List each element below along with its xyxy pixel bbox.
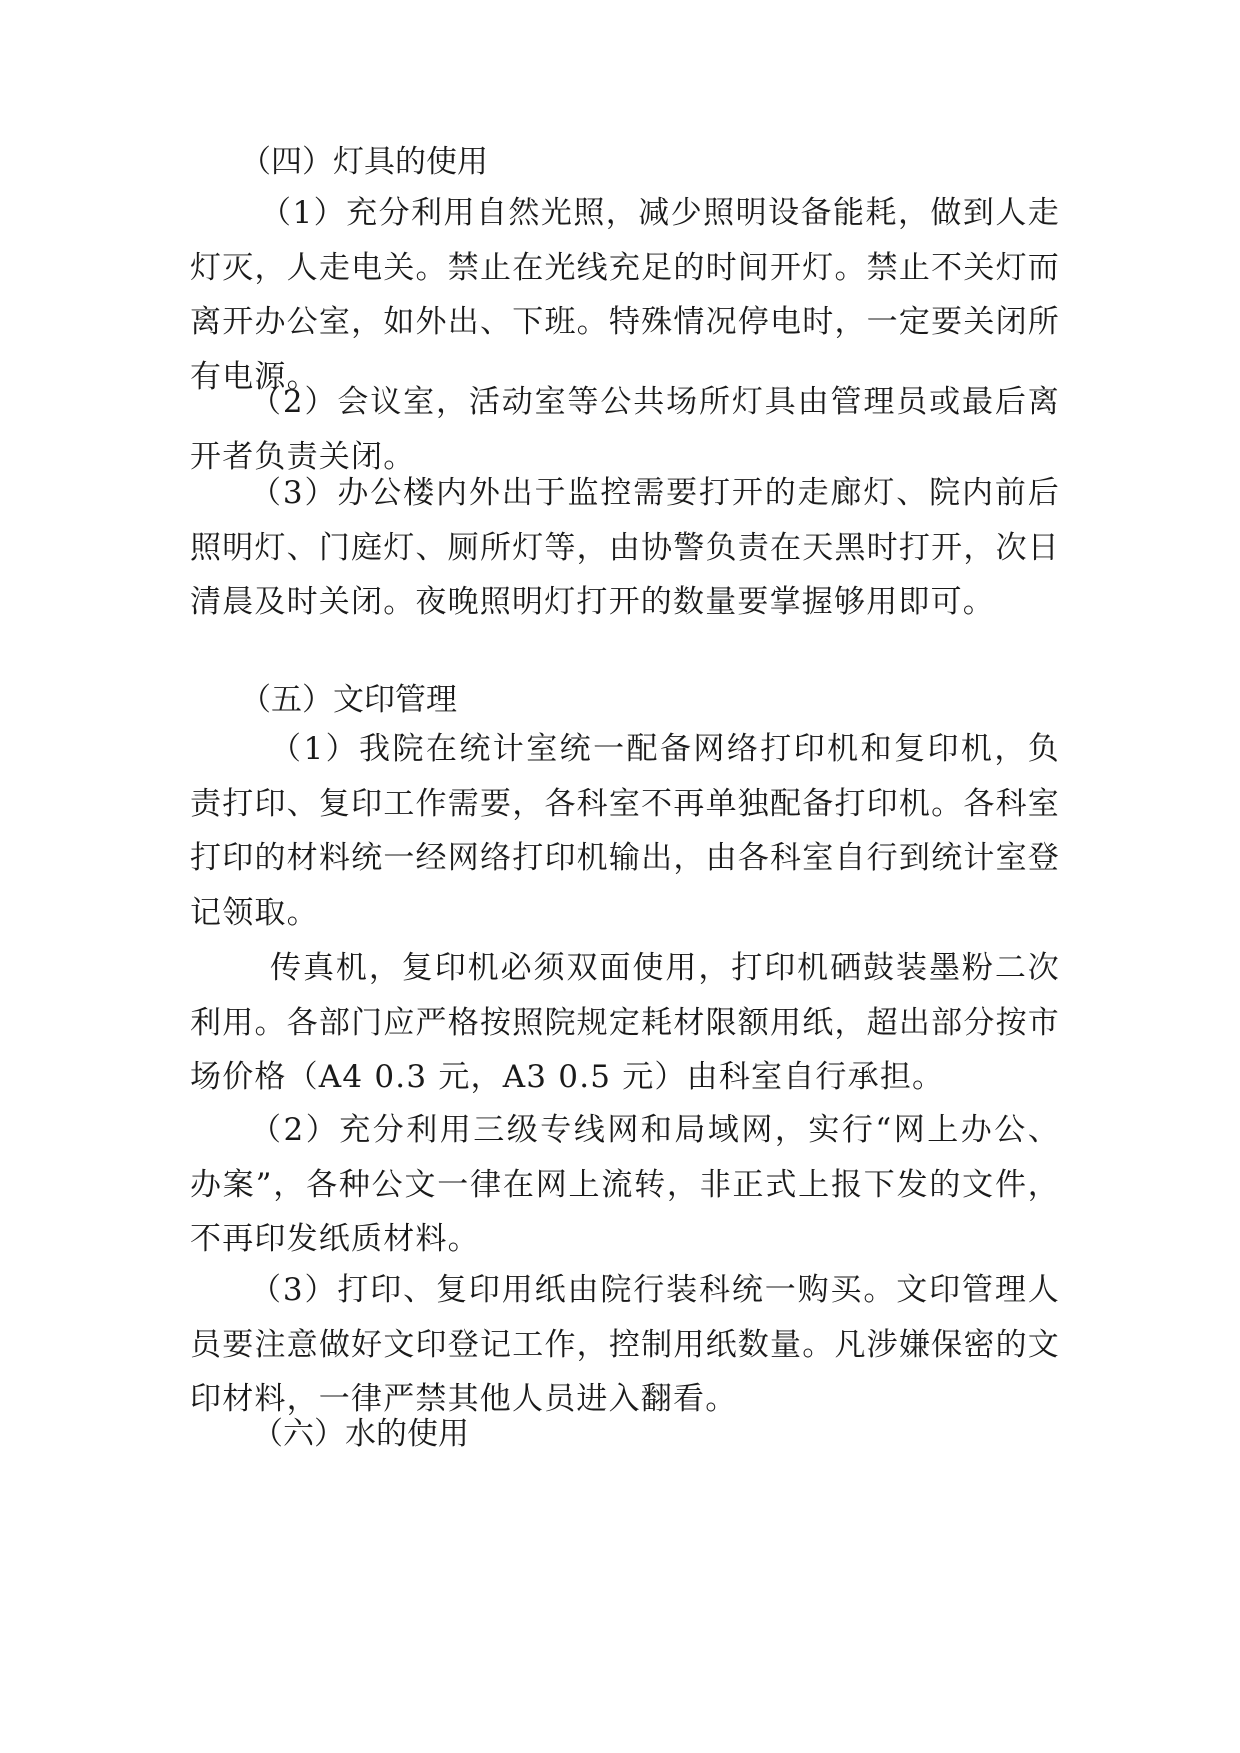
paragraph-printing-1: （1）我院在统计室统一配备网络打印机和复印机，负责打印、复印工作需要，各科室不再单独配备打印机。各科室打印的材料统一经网络打印机输出，由各科室自行到统计室登记领取。 xyxy=(190,731,1060,931)
section-heading-lighting: （四）灯具的使用 xyxy=(240,144,488,180)
paragraph-lighting-1: （1）充分利用自然光照，减少照明设备能耗，做到人走灯灭，人走电关。禁止在光线充足的时间开灯。禁止不关灯而离开办公室，如外出、下班。特殊情况停电时，一定要关闭所有电源。 xyxy=(190,195,1060,395)
paragraph-printing-3: （2）充分利用三级专线网和局域网，实行“网上办公、办案”，各种公文一律在网上流转，非正式上报下发的文件，不再印发纸质材料。 xyxy=(190,1112,1060,1257)
paragraph-printing-4: （3）打印、复印用纸由院行装科统一购买。文印管理人员要注意做好文印登记工作，控制用纸数量。凡涉嫌保密的文印材料，一律严禁其他人员进入翻看。 xyxy=(190,1272,1060,1417)
section-heading-water: （六）水的使用 xyxy=(252,1416,469,1452)
paragraph-printing-2: 传真机，复印机必须双面使用，打印机硒鼓装墨粉二次利用。各部门应严格按照院规定耗材限额用纸，超出部分按市场价格（A4 0.3 元，A3 0.5 元）由科室自行承担。 xyxy=(190,950,1060,1095)
section-heading-printing: （五）文印管理 xyxy=(240,682,457,718)
paragraph-lighting-2: （2）会议室，活动室等公共场所灯具由管理员或最后离开者负责关闭。 xyxy=(190,384,1060,475)
paragraph-lighting-3: （3）办公楼内外出于监控需要打开的走廊灯、院内前后照明灯、门庭灯、厕所灯等，由协警负责在天黑时打开，次日清晨及时关闭。夜晚照明灯打开的数量要掌握够用即可。 xyxy=(190,475,1060,620)
